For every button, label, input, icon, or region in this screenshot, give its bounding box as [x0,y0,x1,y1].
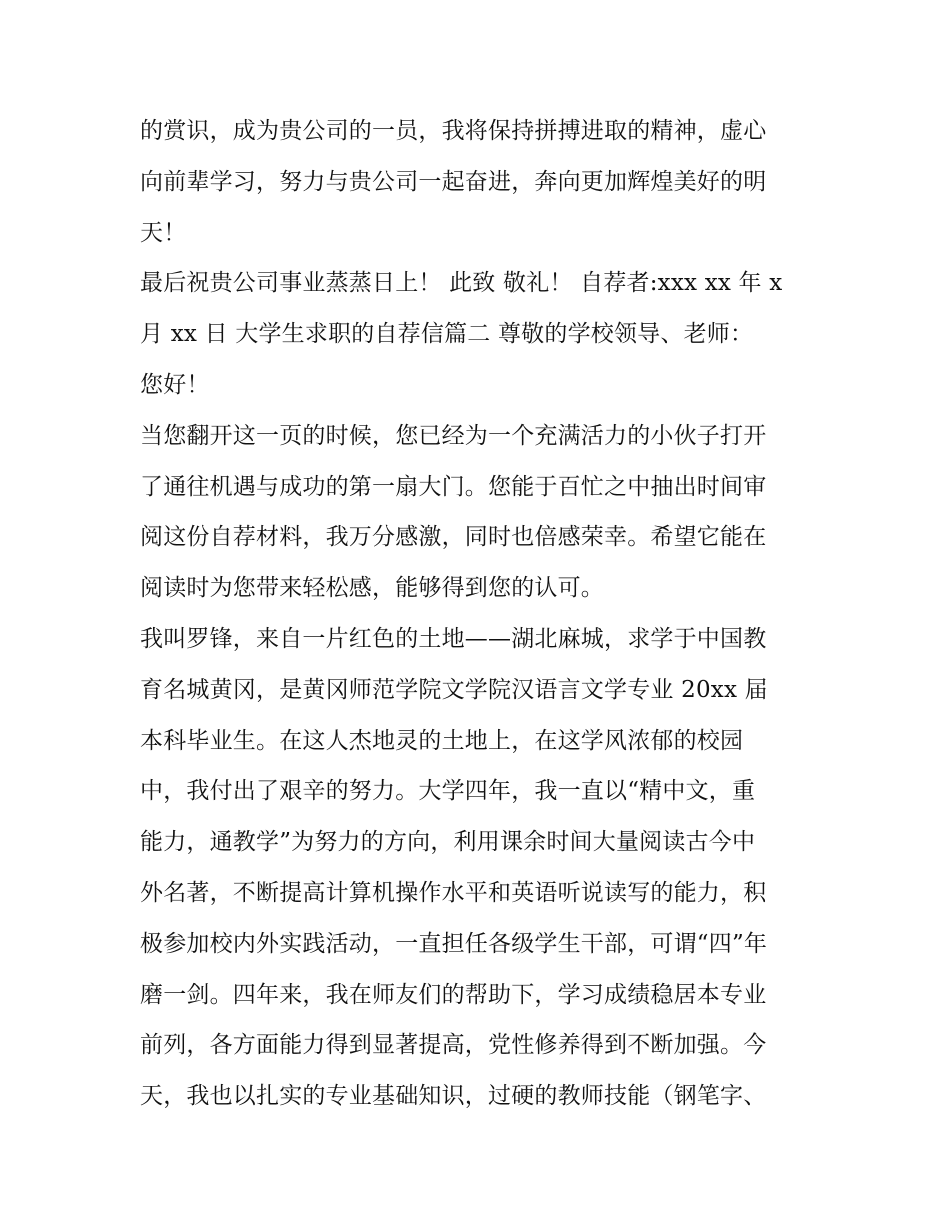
text-line: 育名城黄冈，是黄冈师范学院文学院汉语言文学专业 20xx 届 [140,676,768,703]
text-line: 中，我付出了艰辛的努力。大学四年，我一直以“精中文，重 [140,778,756,805]
text-line: 您好！ [140,371,210,398]
text-line: 阅读时为您带来轻松感，能够得到您的认可。 [140,575,604,602]
text-line: 阅这份自荐材料，我万分感激，同时也倍感荣幸。希望它能在 [140,524,767,551]
text-line: 天，我也以扎实的专业基础知识，过硬的教师技能（钢笔字、 [140,1083,767,1110]
text-line: 外名著，不断提高计算机操作水平和英语听说读写的能力，积 [140,879,767,906]
text-line: 我叫罗锋，来自一片红色的土地——湖北麻城，求学于中国教 [140,625,767,652]
text-line: 磨一剑。四年来，我在师友们的帮助下，学习成绩稳居本专业 [140,981,767,1008]
text-line: 天！ [140,219,187,246]
text-line: 前列，各方面能力得到显著提高，党性修养得到不断加强。今 [140,1032,767,1059]
text-line: 能力，通教学”为努力的方向，利用课余时间大量阅读古今中 [140,829,756,856]
text-line: 了通往机遇与成功的第一扇大门。您能于百忙之中抽出时间审 [140,473,767,500]
text-line: 极参加校内外实践活动，一直担任各级学生干部，可谓“四”年 [140,930,768,957]
text-line: 本科毕业生。在这人杰地灵的土地上，在这学风浓郁的校园 [140,727,744,754]
letter-body-text [140,106,820,1122]
text-line: 月 xx 日 大学生求职的自荐信篇二 尊敬的学校领导、老师： [140,321,754,348]
text-line: 向前辈学习，努力与贵公司一起奋进，奔向更加辉煌美好的明 [140,168,767,195]
text-line: 的赏识，成为贵公司的一员，我将保持拼搏进取的精神，虚心 [140,118,767,144]
text-line: 当您翻开这一页的时候，您已经为一个充满活力的小伙子打开 [140,422,767,449]
text-line: 最后祝贵公司事业蒸蒸日上！ 此致 敬礼！ 自荐者:xxx xx 年 x [140,270,783,297]
